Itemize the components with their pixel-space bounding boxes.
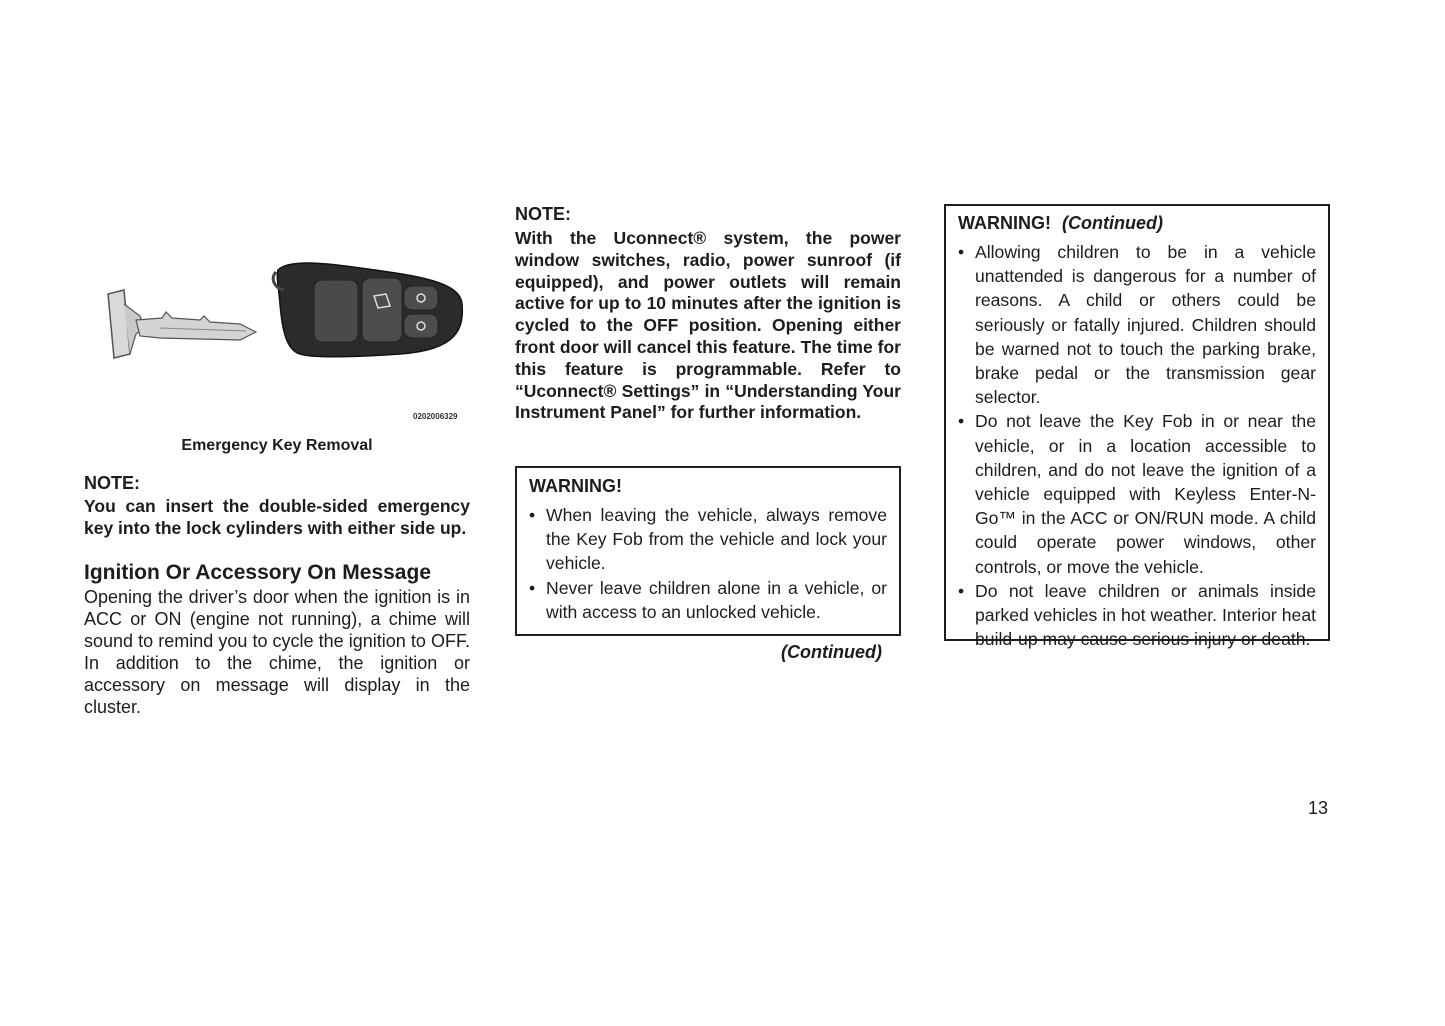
warning-item: • Never leave children alone in a vehicle, or with access to an unlocked vehicle. [529, 577, 887, 622]
middle-note [515, 203, 901, 424]
figure-caption: Emergency Key Removal [181, 437, 373, 454]
note-text: With the Uconnect® system, the power window switches, radio, power sunroof (if equipped), and power outlets will remain active for up to 10 minutes after the ignition is cycled to the OFF position. Opening either front door will cancel this feature. The time for this feature is programmable. Refer to “Uconnect® Settings” in “Understanding Your Instrument Panel” for further information. [515, 228, 901, 423]
continued-label: (Continued) [781, 642, 882, 662]
warning-box-continued [944, 204, 1330, 650]
warning-item: • When leaving the vehicle, always remove the Key Fob from the vehicle and lock your vehicle. [529, 505, 887, 574]
note-heading: NOTE: [84, 473, 140, 493]
page-number: 13 [1308, 798, 1329, 818]
left-note [84, 472, 470, 540]
warning-title-continued: (Continued) [1062, 213, 1163, 233]
warning-title: WARNING! [529, 476, 622, 496]
warning-list [529, 503, 887, 624]
warning-item: • Allowing children to be in a vehicle unattended is dangerous for a number of reasons. A child or others could be seriously or fatally injured. Children should be warned not to touch the parking brake, brake pedal or the transmission gear selector. [958, 242, 1316, 408]
note-heading: NOTE: [515, 204, 571, 224]
ignition-section [84, 560, 470, 718]
warning-box [515, 466, 901, 636]
note-text: You can insert the double-sided emergency key into the lock cylinders with either side up. [84, 496, 470, 538]
warning-item: • Do not leave the Key Fob in or near the vehicle, or in a location accessible to children, and do not leave the ignition of a vehicle equipped with Keyless Enter-N-Go™ in the ACC or ON/RUN mode. A child could operate power windows, other controls, or move the vehicle. [958, 411, 1316, 577]
section-text: Opening the driver’s door when the ignition is in ACC or ON (engine not running), a chime will sound to remind you to cycle the ignition to OFF. In addition to the chime, the ignition or accessory on message will display in the cluster. [84, 587, 470, 717]
warning-list [958, 240, 1316, 651]
figure-code: 0202006329 [413, 412, 458, 421]
warning-title [958, 212, 1316, 234]
section-heading: Ignition Or Accessory On Message [84, 561, 431, 584]
key-fob-illustration [100, 258, 470, 408]
warning-title-text: WARNING! [958, 213, 1051, 233]
figure-emergency-key [100, 258, 470, 408]
warning-item: • Do not leave children or animals inside parked vehicles in hot weather. Interior heat build-up may cause serious injury or death. [958, 580, 1316, 650]
